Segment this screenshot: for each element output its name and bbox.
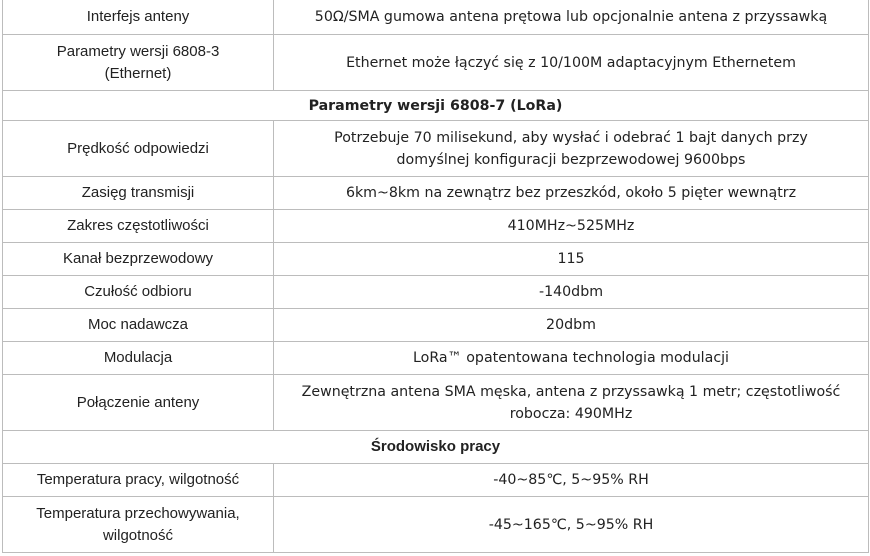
row-value: 50Ω/SMA gumowa antena prętowa lub opcjonalnie antena z przyssawką <box>274 0 869 35</box>
row-value: -40~85℃, 5~95% RH <box>274 464 869 497</box>
row-label: Zasięg transmisji <box>3 177 274 210</box>
row-label: Zakres częstotliwości <box>3 210 274 243</box>
row-label: Parametry wersji 6808-3 (Ethernet) <box>3 35 274 91</box>
table-row <box>3 210 869 243</box>
row-value: 20dbm <box>274 309 869 342</box>
table-row <box>3 375 869 431</box>
row-value: Potrzebuje 70 milisekund, aby wysłać i odebrać 1 bajt danych przy domyślnej konfiguracji bezprzewodowej 9600bps <box>274 121 869 177</box>
table-row <box>3 35 869 91</box>
row-label: Temperatura przechowywania, wilgotność <box>3 497 274 553</box>
table-row <box>3 243 869 276</box>
section-row <box>3 431 869 464</box>
row-value: LoRa™ opatentowana technologia modulacji <box>274 342 869 375</box>
row-label: Prędkość odpowiedzi <box>3 121 274 177</box>
row-value: -45~165℃, 5~95% RH <box>274 497 869 553</box>
spec-table <box>2 0 869 553</box>
row-value: Ethernet może łączyć się z 10/100M adaptacyjnym Ethernetem <box>274 35 869 91</box>
row-label: Interfejs anteny <box>3 0 274 35</box>
table-row <box>3 121 869 177</box>
row-label: Modulacja <box>3 342 274 375</box>
row-label: Temperatura pracy, wilgotność <box>3 464 274 497</box>
row-label: Kanał bezprzewodowy <box>3 243 274 276</box>
row-value: 115 <box>274 243 869 276</box>
table-row <box>3 464 869 497</box>
table-row <box>3 309 869 342</box>
table-row <box>3 342 869 375</box>
row-value: Zewnętrzna antena SMA męska, antena z przyssawką 1 metr; częstotliwość robocza: 490MHz <box>274 375 869 431</box>
row-value: 6km~8km na zewnątrz bez przeszkód, około 5 pięter wewnątrz <box>274 177 869 210</box>
table-row <box>3 0 869 35</box>
section-row <box>3 91 869 121</box>
row-label: Czułość odbioru <box>3 276 274 309</box>
table-row <box>3 276 869 309</box>
row-value: -140dbm <box>274 276 869 309</box>
table-row <box>3 177 869 210</box>
row-label: Moc nadawcza <box>3 309 274 342</box>
row-value: 410MHz~525MHz <box>274 210 869 243</box>
table-row <box>3 497 869 553</box>
section-title: Środowisko pracy <box>3 431 869 464</box>
row-label: Połączenie anteny <box>3 375 274 431</box>
section-title: Parametry wersji 6808-7 (LoRa) <box>3 91 869 121</box>
